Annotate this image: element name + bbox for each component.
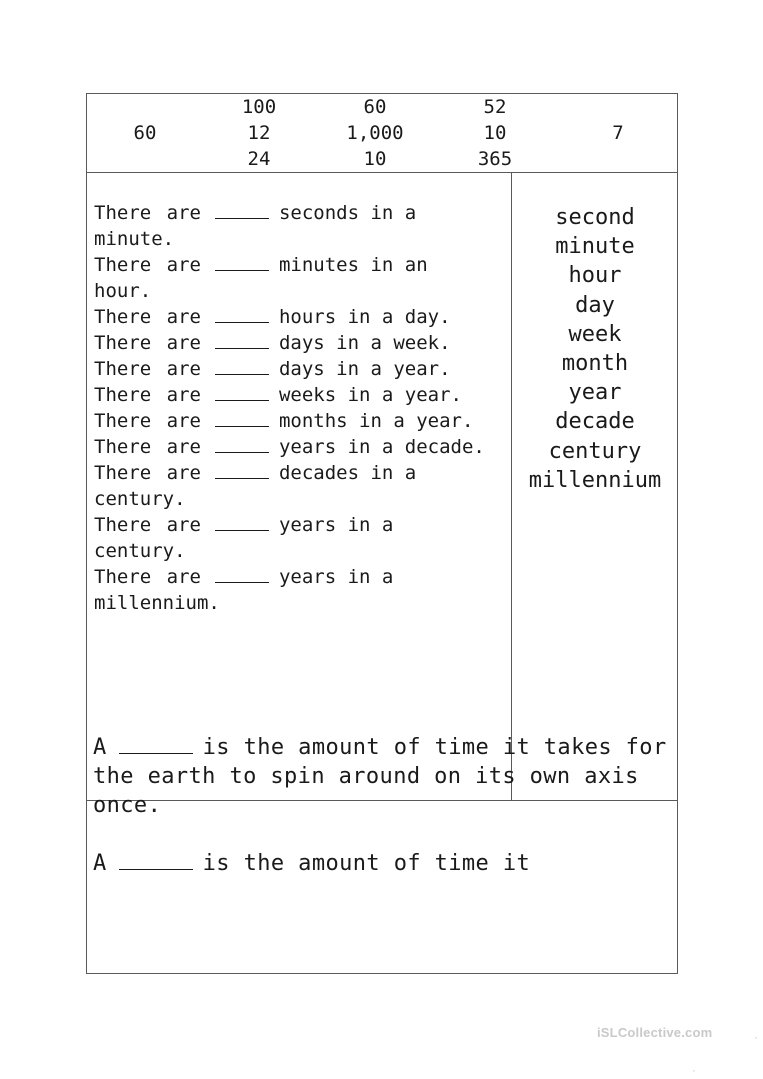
- site-watermark: iSLCollective.com: [597, 1025, 713, 1040]
- number-bank-value: 7: [612, 122, 624, 144]
- unit-word: millennium: [528, 467, 662, 493]
- answer-blank[interactable]: [215, 409, 269, 427]
- sentence-item: [94, 564, 494, 616]
- sentence-item: [94, 252, 494, 304]
- answer-blank[interactable]: [119, 736, 193, 754]
- sentence-lead: There are: [94, 306, 201, 328]
- sentence-item: [94, 382, 494, 408]
- number-bank: [87, 94, 677, 173]
- definition-rest: is the amount of time it: [202, 851, 531, 876]
- sentence-lead: There are: [94, 436, 201, 458]
- unit-word: decade: [555, 409, 635, 435]
- sentence-list: [94, 200, 504, 616]
- definition-item: [93, 733, 668, 820]
- answer-blank[interactable]: [215, 435, 269, 453]
- number-bank-column-3: [339, 94, 411, 172]
- sentence-lead: There are: [94, 202, 201, 224]
- sentence-rest: days in a year.: [278, 358, 451, 380]
- answer-blank[interactable]: [215, 357, 269, 375]
- unit-word: week: [568, 321, 622, 347]
- definition-rest: is the amount of time it takes for the earth to spin around on its own axis once.: [93, 735, 667, 818]
- number-bank-value: 12: [247, 122, 271, 144]
- unit-word: year: [568, 380, 622, 406]
- answer-blank[interactable]: [215, 331, 269, 349]
- number-bank-value: 52: [483, 96, 507, 118]
- sentence-rest: hours in a day.: [278, 306, 451, 328]
- fill-in-section: [87, 173, 677, 801]
- number-bank-column-2: [237, 94, 281, 172]
- unit-word: minute: [555, 234, 635, 260]
- number-bank-value: 1,000: [346, 122, 404, 144]
- sentence-item: [94, 330, 494, 356]
- number-bank-column-4: [473, 94, 517, 172]
- sentence-rest: years in a millennium.: [94, 566, 394, 614]
- unit-word-bank: [512, 203, 678, 495]
- number-bank-value: 10: [483, 122, 507, 144]
- answer-blank[interactable]: [215, 253, 269, 271]
- number-bank-value: 24: [247, 148, 271, 170]
- number-bank-value: 365: [477, 148, 513, 170]
- number-bank-value: 100: [241, 96, 277, 118]
- sentence-item: [94, 356, 494, 382]
- number-bank-value: 10: [363, 148, 387, 170]
- answer-blank[interactable]: [215, 201, 269, 219]
- scan-speck: ·: [754, 1030, 758, 1044]
- sentence-rest: decades in a century.: [94, 462, 417, 510]
- sentence-lead: There are: [94, 384, 201, 406]
- answer-blank[interactable]: [119, 852, 193, 870]
- unit-word: century: [548, 438, 642, 464]
- sentence-item: [94, 408, 494, 434]
- answer-blank[interactable]: [215, 513, 269, 531]
- answer-blank[interactable]: [215, 305, 269, 323]
- sentence-item: [94, 304, 494, 330]
- definition-lead: A: [93, 735, 107, 760]
- sentence-rest: minutes in an hour.: [94, 254, 428, 302]
- sentence-rest: seconds in a minute.: [94, 202, 417, 250]
- sentence-item: [94, 200, 494, 252]
- answer-blank[interactable]: [215, 565, 269, 583]
- sentence-lead: There are: [94, 358, 201, 380]
- sentence-item: [94, 434, 494, 460]
- unit-word: day: [575, 292, 615, 318]
- unit-word: hour: [568, 263, 622, 289]
- sentence-lead: There are: [94, 254, 201, 276]
- definition-item: [93, 849, 668, 878]
- number-bank-column-1: [127, 120, 163, 146]
- answer-blank[interactable]: [215, 461, 269, 479]
- sentence-rest: months in a year.: [278, 410, 474, 432]
- sentence-item: [94, 512, 494, 564]
- number-bank-value: 60: [133, 122, 157, 144]
- answer-blank[interactable]: [215, 383, 269, 401]
- sentence-rest: years in a decade.: [278, 436, 485, 458]
- sentence-rest: days in a week.: [278, 332, 451, 354]
- unit-word: second: [555, 205, 635, 230]
- definition-lead: A: [93, 851, 107, 876]
- definition-section: [93, 733, 668, 878]
- sentence-lead: There are: [94, 514, 201, 536]
- number-bank-column-5: [609, 120, 627, 146]
- sentence-lead: There are: [94, 410, 201, 432]
- number-bank-value: 60: [363, 96, 387, 118]
- sentence-lead: There are: [94, 566, 201, 588]
- sentence-item: [94, 460, 494, 512]
- sentence-rest: years in a century.: [94, 514, 394, 562]
- unit-word: month: [561, 351, 629, 377]
- sentence-lead: There are: [94, 332, 201, 354]
- sentence-rest: weeks in a year.: [278, 384, 462, 406]
- sentence-lead: There are: [94, 462, 201, 484]
- scan-speck: ·: [692, 1063, 696, 1077]
